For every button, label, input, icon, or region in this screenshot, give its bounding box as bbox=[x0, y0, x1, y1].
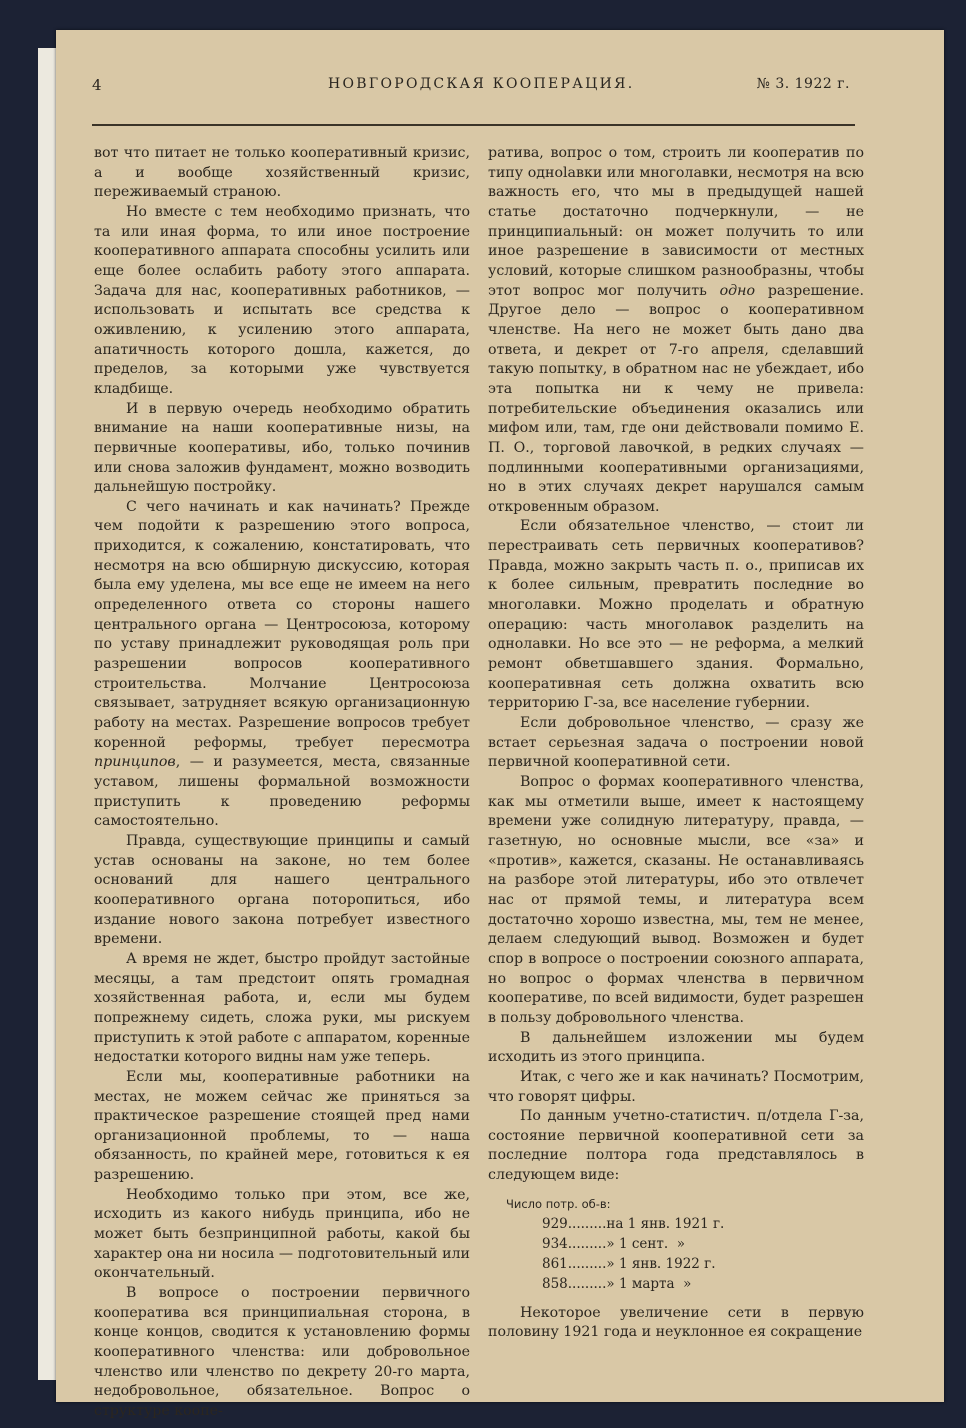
paragraph: Если мы, кооперативные работники на местах, не можем сейчас же приняться за практическое разрешение стоящей пред нами организационной проблемы, то — наша обязанность, по крайней мере, готовиться к ея разрешению. bbox=[94, 1068, 470, 1184]
cooperative-count-table bbox=[488, 1194, 864, 1294]
paragraph: В вопросе о построении первичного кооператива вся принципиальная сторона, в конце концов, сводится к установлению формы кооперативного членства: или добровольное членство или членство по декрету 20-го марта, недобровольное, обязательное. Вопрос о структуре коопе- bbox=[94, 1285, 470, 1419]
paragraph: ратива, вопрос о том, строить ли кооператив по типу одноlавки или многолавки, несмотря на всю важность его, что мы в предыдущей нашей статье достаточно подчеркнули, — не принципиальный: он может получить то или иное разрешение в зависимости от местных условий, которые слишком разнообразны, чтобы этот вопрос мог получить одно разрешение. Другое дело — вопрос о кооперативном членстве. На него не может быть дано два ответа, и декрет от 7-го апреля, сделавший такую попытку, в обратном нас не убеждает, ибо эта попытка ни к чему не привела: потребительские объединения оказались или мифом или, там, где они действовали помимо Е. П. О., торговой лавочкой, в редких случаях — подлинными кооперативными организациями, но в этих случаях декрет нарушался самым откровенным образом. bbox=[488, 145, 865, 515]
journal-title: НОВГОРОДСКАЯ КООПЕРАЦИЯ. bbox=[328, 76, 635, 92]
paragraph: Итак, с чего же и как начинать? Посмотрим, что говорят цифры. bbox=[488, 1068, 864, 1105]
left-column bbox=[94, 144, 470, 1422]
paragraph: Вопрос о формах кооперативного членства, как мы отметили выше, имеет к настоящему времени уже солидную литературу, правда, — газетную, но основные мысли, все «за» и «против», кажется, сказаны. Не останавливаясь на разборе этой литературы, ибо это отвлечет нас от прямой темы, и литература всем достаточно хорошо известна, мы, тем не менее, делаем следующий вывод. Возможен и будет спор в вопросе о построении союзного аппарата, но вопрос о формах членства в первичном кооперативе, по всей видимости, будет разрешен в пользу добровольного членства. bbox=[488, 774, 864, 1026]
issue-number: № 3. 1922 г. bbox=[756, 76, 850, 92]
table-row: 929.........на 1 янв. 1921 г. bbox=[542, 1215, 725, 1232]
table-row: 934.........» 1 сент. » bbox=[542, 1235, 685, 1252]
paragraph: Но вместе с тем необходимо признать, что та или иная форма, то или иное построение кооперативного аппарата способны усилить или еще более ослабить работу этого аппарата. Задача для нас, кооперативных работников, — использовать и испытать все средства к оживлению, к усилению этого аппарата, апатичность которого дошла, кажется, до пределов, за которыми уже чувствуется кладбище. bbox=[94, 203, 470, 397]
paragraph: вот что питает не только кооперативный кризис, а и вообще хозяйственный кризис, переживаемый страною. bbox=[94, 145, 470, 201]
table-row: 858.........» 1 марта » bbox=[542, 1275, 692, 1292]
paragraph: Некоторое увеличение сети в первую половину 1921 года и неуклонное ея сокращение bbox=[488, 1304, 864, 1341]
emphasis: одно bbox=[719, 282, 756, 299]
page-number: 4 bbox=[92, 76, 102, 94]
paragraph: И в первую очередь необходимо обратить внимание на наши кооперативные низы, на первичные кооперативы, ибо, только починив или снова заложив фундамент, можно возводить дальнейшую постройку. bbox=[94, 400, 470, 496]
running-header bbox=[92, 74, 852, 98]
paragraph: Если обязательное членство, — стоит ли перестраивать сеть первичных кооперативов? Правда, можно закрыть часть п. о., приписав их к более сильным, превратить последние во многолавки. Можно проделать и обратную операцию: часть многолавок разделить на однолавки. Но все это — не реформа, а мелкий ремонт обветшавшего здания. Формально, кооперативная сеть должна охватить всю территорию Г-за, все население губернии. bbox=[488, 518, 864, 712]
table-row: 861.........» 1 янв. 1922 г. bbox=[542, 1255, 716, 1272]
header-rule bbox=[92, 124, 855, 126]
table-heading: Число потр. об-в: bbox=[506, 1196, 611, 1211]
emphasis: принципов bbox=[94, 754, 176, 771]
paragraph: Если добровольное членство, — сразу же встает серьезная задача о построении новой первичной кооперативной сети. bbox=[488, 715, 864, 771]
paragraph: По данным учетно-статистич. п/отдела Г-за, состояние первичной кооперативной сети за последние полтора года представлялось в следующем виде: bbox=[488, 1108, 864, 1184]
paragraph: Правда, существующие принципы и самый устав основаны на законе, но тем более оснований для нашего центрального кооперативного органа поторопиться, ибо издание нового закона потребует известного времени. bbox=[94, 832, 470, 948]
paragraph: А время не ждет, быстро пройдут застойные месяцы, а там предстоит опять громадная хозяйственная работа, и, если мы будем попрежнему сидеть, сложа руки, мы рискуем приступить к этой работе с аппаратом, коренные недостатки которого видны нам уже теперь. bbox=[94, 950, 470, 1066]
paragraph: Необходимо только при этом, все же, исходить из какого нибудь принципа, ибо не может быть безпринципной работы, какой бы характер она ни носила — подготовительный или окончательный. bbox=[94, 1186, 470, 1282]
paragraph: С чего начинать и как начинать? Прежде чем подойти к разрешению этого вопроса, приходится, к сожалению, констатировать, что несмотря на всю обширную дискуссию, которая была ему уделена, мы все еще не имеем на него определенного ответа со стороны нашего центрального органа — Центросоюза, которому по уставу принадлежит руководящая роль при разрешении вопросов кооперативного строительства. Молчание Центросоюза связывает, затрудняет всякую организационную работу на местах. Разрешение вопросов требует коренной реформы, требует пересмотра принципов, — и разумеется, места, связанные уставом, лишены формальной возможности приступить к проведению реформы самостоятельно. bbox=[94, 498, 470, 830]
paragraph: В дальнейшем изложении мы будем исходить из этого принципа. bbox=[488, 1029, 864, 1066]
right-column bbox=[488, 144, 864, 1343]
